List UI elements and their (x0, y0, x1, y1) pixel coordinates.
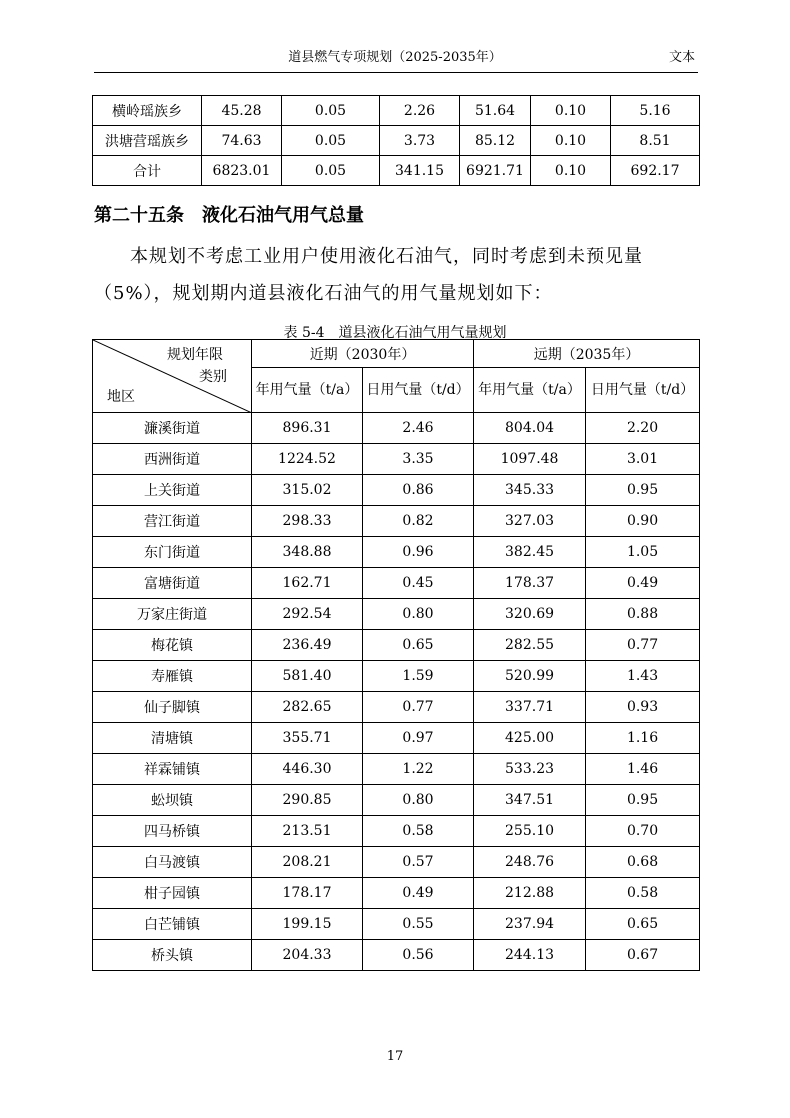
region-name-cell: 西洲街道 (93, 444, 252, 475)
value-cell: 0.05 (282, 156, 380, 186)
value-cell: 0.77 (586, 630, 700, 661)
value-cell: 1.16 (586, 723, 700, 754)
region-name-cell: 洪塘营瑶族乡 (93, 126, 202, 156)
table-corner-cell (93, 340, 252, 413)
value-cell: 292.54 (252, 599, 363, 630)
value-cell: 0.49 (586, 568, 700, 599)
value-cell: 0.55 (363, 909, 474, 940)
table-row (93, 568, 700, 599)
value-cell: 0.67 (586, 940, 700, 971)
corner-label-period: 规划年限 (167, 347, 223, 363)
region-name-cell: 合计 (93, 156, 202, 186)
value-cell: 692.17 (611, 156, 700, 186)
table-row (93, 909, 700, 940)
header-long-term: 远期（2035年） (474, 340, 700, 368)
header-near-term: 近期（2030年） (252, 340, 474, 368)
value-cell: 178.37 (474, 568, 586, 599)
region-name-cell: 蚣坝镇 (93, 785, 252, 816)
value-cell: 0.58 (586, 878, 700, 909)
value-cell: 382.45 (474, 537, 586, 568)
value-cell: 0.65 (586, 909, 700, 940)
top-table (92, 95, 700, 186)
value-cell: 804.04 (474, 413, 586, 444)
region-name-cell: 营江街道 (93, 506, 252, 537)
value-cell: 345.33 (474, 475, 586, 506)
header-near-daily: 日用气量（t/d） (363, 368, 474, 413)
value-cell: 3.01 (586, 444, 700, 475)
value-cell: 533.23 (474, 754, 586, 785)
value-cell: 290.85 (252, 785, 363, 816)
value-cell: 212.88 (474, 878, 586, 909)
value-cell: 327.03 (474, 506, 586, 537)
value-cell: 0.10 (531, 156, 611, 186)
value-cell: 0.45 (363, 568, 474, 599)
table-row (93, 537, 700, 568)
region-name-cell: 万家庄街道 (93, 599, 252, 630)
value-cell: 0.10 (531, 126, 611, 156)
value-cell: 255.10 (474, 816, 586, 847)
value-cell: 162.71 (252, 568, 363, 599)
table-row (93, 413, 700, 444)
region-name-cell: 濂溪街道 (93, 413, 252, 444)
value-cell: 236.49 (252, 630, 363, 661)
value-cell: 45.28 (202, 96, 282, 126)
value-cell: 0.65 (363, 630, 474, 661)
table-row (93, 599, 700, 630)
value-cell: 0.58 (363, 816, 474, 847)
page-number: 17 (386, 1049, 404, 1064)
table-row (93, 661, 700, 692)
value-cell: 446.30 (252, 754, 363, 785)
value-cell: 2.26 (380, 96, 460, 126)
value-cell: 6823.01 (202, 156, 282, 186)
value-cell: 244.13 (474, 940, 586, 971)
region-name-cell: 横岭瑶族乡 (93, 96, 202, 126)
section-heading: 第二十五条 液化石油气用气总量 (94, 205, 364, 226)
value-cell: 51.64 (460, 96, 531, 126)
value-cell: 2.46 (363, 413, 474, 444)
table-row (93, 785, 700, 816)
value-cell: 0.05 (282, 96, 380, 126)
top-table-body (93, 96, 700, 186)
lpg-consumption-table (92, 339, 700, 971)
region-name-cell: 上关街道 (93, 475, 252, 506)
header-near-annual: 年用气量（t/a） (252, 368, 363, 413)
value-cell: 5.16 (611, 96, 700, 126)
value-cell: 248.76 (474, 847, 586, 878)
value-cell: 1.22 (363, 754, 474, 785)
table-row (93, 475, 700, 506)
value-cell: 282.65 (252, 692, 363, 723)
value-cell: 0.95 (586, 785, 700, 816)
value-cell: 2.20 (586, 413, 700, 444)
value-cell: 0.90 (586, 506, 700, 537)
value-cell: 298.33 (252, 506, 363, 537)
region-name-cell: 富塘街道 (93, 568, 252, 599)
header-far-daily: 日用气量（t/d） (586, 368, 700, 413)
value-cell: 425.00 (474, 723, 586, 754)
table-row (93, 96, 700, 126)
value-cell: 204.33 (252, 940, 363, 971)
value-cell: 520.99 (474, 661, 586, 692)
region-name-cell: 桥头镇 (93, 940, 252, 971)
lpg-table-body (93, 413, 700, 971)
value-cell: 178.17 (252, 878, 363, 909)
value-cell: 282.55 (474, 630, 586, 661)
value-cell: 74.63 (202, 126, 282, 156)
value-cell: 0.70 (586, 816, 700, 847)
value-cell: 0.68 (586, 847, 700, 878)
value-cell: 208.21 (252, 847, 363, 878)
header-rule (94, 72, 698, 73)
region-name-cell: 四马桥镇 (93, 816, 252, 847)
region-name-cell: 东门街道 (93, 537, 252, 568)
header-far-annual: 年用气量（t/a） (474, 368, 586, 413)
body-paragraph: 本规划不考虑工业用户使用液化石油气，同时考虑到未预见量（5%），规划期内道县液化石油气的用气量规划如下： (94, 246, 643, 304)
value-cell: 1224.52 (252, 444, 363, 475)
value-cell: 337.71 (474, 692, 586, 723)
table-row (93, 156, 700, 186)
header-section-label: 文本 (668, 50, 695, 65)
value-cell: 348.88 (252, 537, 363, 568)
table-row (93, 940, 700, 971)
value-cell: 3.73 (380, 126, 460, 156)
region-name-cell: 白马渡镇 (93, 847, 252, 878)
value-cell: 1.43 (586, 661, 700, 692)
value-cell: 0.57 (363, 847, 474, 878)
value-cell: 315.02 (252, 475, 363, 506)
value-cell: 0.56 (363, 940, 474, 971)
value-cell: 0.80 (363, 599, 474, 630)
value-cell: 0.82 (363, 506, 474, 537)
value-cell: 85.12 (460, 126, 531, 156)
region-name-cell: 仙子脚镇 (93, 692, 252, 723)
value-cell: 347.51 (474, 785, 586, 816)
table-row (93, 630, 700, 661)
header-title: 道县燃气专项规划（2025-2035年） (288, 50, 502, 65)
table-row (93, 878, 700, 909)
region-name-cell: 祥霖铺镇 (93, 754, 252, 785)
value-cell: 341.15 (380, 156, 460, 186)
value-cell: 355.71 (252, 723, 363, 754)
value-cell: 0.80 (363, 785, 474, 816)
value-cell: 0.86 (363, 475, 474, 506)
value-cell: 0.88 (586, 599, 700, 630)
value-cell: 237.94 (474, 909, 586, 940)
value-cell: 6921.71 (460, 156, 531, 186)
corner-label-category: 类别 (199, 369, 227, 385)
table-row (93, 816, 700, 847)
value-cell: 8.51 (611, 126, 700, 156)
value-cell: 0.96 (363, 537, 474, 568)
value-cell: 213.51 (252, 816, 363, 847)
value-cell: 896.31 (252, 413, 363, 444)
value-cell: 320.69 (474, 599, 586, 630)
value-cell: 1.46 (586, 754, 700, 785)
table-row (93, 754, 700, 785)
value-cell: 0.93 (586, 692, 700, 723)
corner-label-region: 地区 (107, 389, 135, 405)
table-row (93, 723, 700, 754)
value-cell: 0.77 (363, 692, 474, 723)
table-row (93, 444, 700, 475)
region-name-cell: 梅花镇 (93, 630, 252, 661)
value-cell: 1097.48 (474, 444, 586, 475)
table-row (93, 126, 700, 156)
value-cell: 199.15 (252, 909, 363, 940)
value-cell: 3.35 (363, 444, 474, 475)
value-cell: 0.49 (363, 878, 474, 909)
region-name-cell: 寿雁镇 (93, 661, 252, 692)
region-name-cell: 白芒铺镇 (93, 909, 252, 940)
value-cell: 0.10 (531, 96, 611, 126)
value-cell: 0.97 (363, 723, 474, 754)
value-cell: 0.95 (586, 475, 700, 506)
table-row (93, 692, 700, 723)
table-caption: 表 5-4 道县液化石油气用气量规划 (283, 325, 507, 341)
region-name-cell: 清塘镇 (93, 723, 252, 754)
region-name-cell: 柑子园镇 (93, 878, 252, 909)
value-cell: 1.59 (363, 661, 474, 692)
value-cell: 581.40 (252, 661, 363, 692)
value-cell: 0.05 (282, 126, 380, 156)
table-row (93, 847, 700, 878)
value-cell: 1.05 (586, 537, 700, 568)
table-row (93, 506, 700, 537)
